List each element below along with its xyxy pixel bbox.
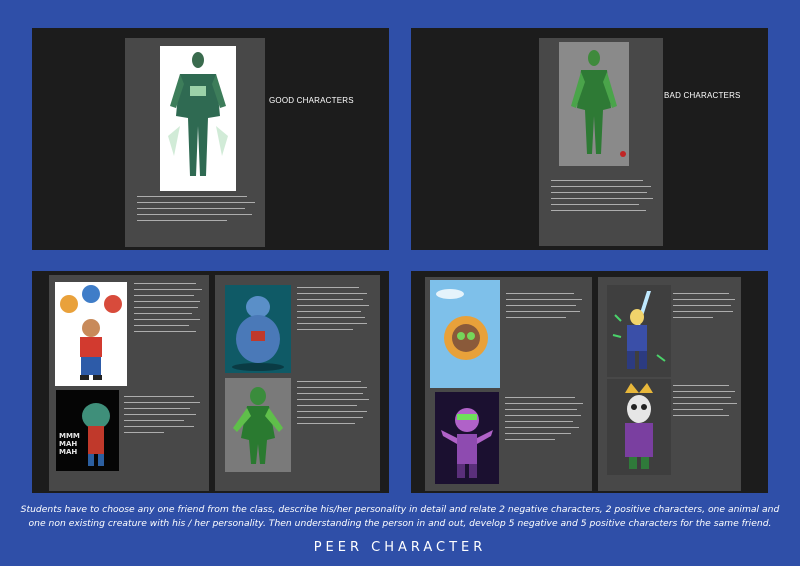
good-character-image bbox=[160, 46, 236, 191]
slide-bad-characters bbox=[411, 28, 768, 250]
slide-fantasy-characters bbox=[411, 271, 768, 493]
handwritten-notes bbox=[297, 381, 373, 429]
yeti-character-image bbox=[225, 285, 291, 373]
handwritten-notes bbox=[673, 293, 737, 323]
speech-text-line: MMM bbox=[59, 432, 80, 440]
diver-character-image bbox=[430, 280, 500, 388]
bad-characters-label: BAD CHARACTERS bbox=[664, 91, 741, 100]
handwritten-notes bbox=[297, 287, 373, 335]
handwritten-notes bbox=[673, 385, 739, 421]
kid-character-image bbox=[55, 282, 127, 386]
multi-armed-character-image bbox=[435, 392, 499, 484]
handwritten-notes bbox=[551, 180, 656, 216]
good-characters-label: GOOD CHARACTERS bbox=[269, 96, 354, 105]
page-title: PEER CHARACTER bbox=[313, 540, 487, 555]
handwritten-notes bbox=[506, 293, 586, 323]
swordsman-character-image bbox=[607, 285, 671, 377]
bad-character-image bbox=[559, 42, 629, 166]
assignment-caption: Students have to choose any one friend from the class, describe his/her personality in detail and relate 2 negative characters, 2 positive characters, one animal and one non existing creature with his / her personality. Then understanding the person in and out, develop 5 negative and 5 positive characters for the same friend. bbox=[20, 504, 780, 529]
speech-text-line: MAH bbox=[59, 448, 78, 456]
handwritten-notes bbox=[137, 196, 257, 226]
creature-character-image bbox=[225, 378, 291, 472]
skull-king-character-image bbox=[607, 379, 671, 475]
handwritten-notes bbox=[124, 396, 202, 438]
speech-text-line: MAH bbox=[59, 440, 78, 448]
slide-animal-creature-characters bbox=[32, 271, 389, 493]
handwritten-notes bbox=[505, 397, 587, 445]
slide-good-characters bbox=[32, 28, 389, 250]
handwritten-notes bbox=[134, 283, 204, 337]
monster-character-image bbox=[56, 390, 119, 471]
